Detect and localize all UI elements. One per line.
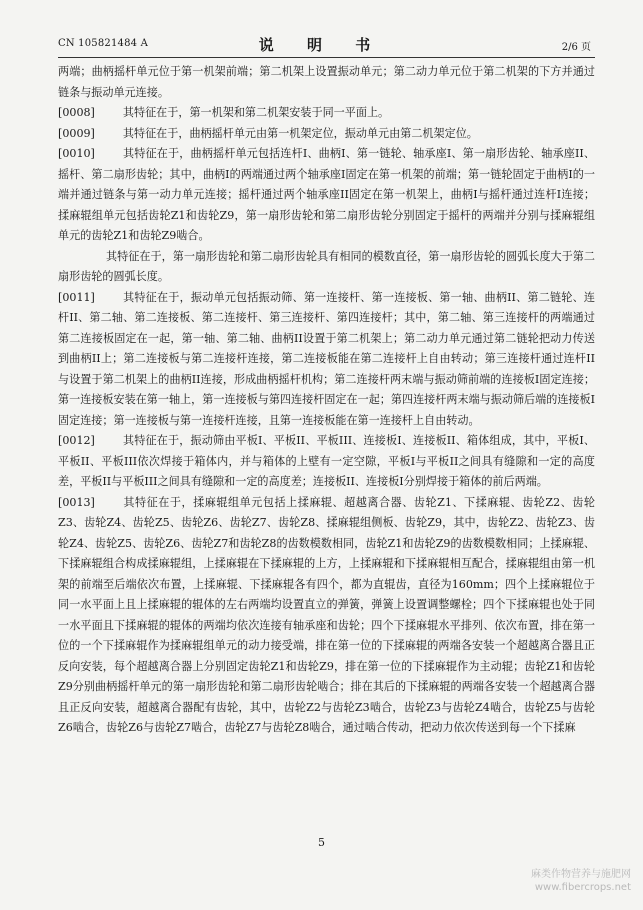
paragraph-0010 [58, 144, 595, 247]
paragraph-tag: [0009] [58, 126, 95, 140]
paragraph-0011 [58, 288, 595, 432]
paragraph-text: 两端；曲柄摇杆单元位于第一机架前端；第二机架上设置振动单元；第二动力单元位于第二机架的下方并通过链条与振动单元连接。 [58, 65, 595, 99]
watermark-line: www.fibercrops.net [534, 882, 631, 893]
header-rule [58, 57, 595, 58]
page-header [0, 0, 643, 60]
paragraph-text: 其特征在于，曲柄摇杆单元包括连杆I、曲柄I、第一链轮、轴承座I、第一扇形齿轮、轴承座II、摇杆、第二扇形齿轮；其中，曲柄I的两端通过两个轴承座I固定在第一机架的前端；第一链轮固定于曲柄I的一端并通过链条与第一动力单元连接；摇杆通过两个轴承座II固定在第一机架上，曲柄I与摇杆通过连杆I连接；揉麻辊组单元包括齿轮Z1和齿轮Z9，第一扇形齿轮和第二扇形齿轮分别固定于摇杆的两端并分别与揉麻辊组单元的齿轮Z1和齿轮Z9啮合。 [58, 147, 595, 242]
paragraph-tag: [0012] [58, 434, 95, 447]
paragraph-tag: [0011] [58, 290, 95, 304]
patent-number: CN 105821484 A [58, 38, 149, 49]
paragraph-0009 [58, 124, 595, 145]
watermark [491, 868, 631, 894]
paragraph-text: 其特征在于，第一机架和第二机架安装于同一平面上。 [122, 106, 390, 119]
paragraph-tag: [0008] [58, 106, 95, 119]
paragraph-text: 其特征在于，揉麻辊组单元包括上揉麻辊、超越离合器、齿轮Z1、下揉麻辊、齿轮Z2、齿轮Z3、齿轮Z4、齿轮Z5、齿轮Z6、齿轮Z7、齿轮Z8、揉麻辊组侧板、齿轮Z9，其中，齿轮Z2、齿轮Z3、齿轮Z4、齿轮Z5、齿轮Z6、齿轮Z7和齿轮Z8的齿数模数相同，齿轮Z1和齿轮Z9的齿数模数相同；上揉麻辊、下揉麻辊组合构成揉麻辊组，上揉麻辊在下揉麻辊的上方，上揉麻辊和下揉麻辊相互配合，揉麻辊组由第一机架的前端至后端依次布置，上揉麻辊、下揉麻辊各有四个，都为直辊齿，直径为160mm；四个上揉麻辊位于同一水平面上且上揉麻辊的辊体的左右两端均设置直立的弹簧，弹簧上设置调整螺栓；四个下揉麻辊也处于同一水平面且下揉麻辊的辊体的两端均依次连接有轴承座和齿轮；四个下揉麻辊水平排列、依次布置，排在第一位的一个下揉麻辊作为揉麻辊组单元的动力接受端，排在第一位的下揉麻辊的两端各安装一个超越离合器且正反向安装，每个超越离合器上分别固定齿轮Z1和齿轮Z9，排在第一位的下揉麻辊作为主动辊；齿轮Z1和齿轮Z9分别曲柄摇杆单元的第一扇形齿轮和第二扇形齿轮啮合；排在其后的下揉麻辊的两端各安装一个超越离合器且正反向安装，超越离合器配有齿轮，其中，齿轮Z2与齿轮Z3啮合，齿轮Z3与齿轮Z4啮合，齿轮Z5与齿轮Z6啮合，齿轮Z6与齿轮Z7啮合，齿轮Z7与齿轮Z8啮合，通过啮合传动，把动力依次传送到每一个下揉麻 [58, 495, 595, 734]
watermark-line: 麻类作物营养与施肥网 [531, 869, 631, 880]
page-number: 5 [318, 836, 325, 849]
paragraph-text: 其特征在于，曲柄摇杆单元由第一机架定位，振动单元由第二机架定位。 [122, 126, 478, 140]
paragraph-tag: [0013] [58, 495, 95, 509]
paragraph-text: 其特征在于，第一扇形齿轮和第二扇形齿轮具有相同的模数直径，第一扇形齿轮的圆弧长度大于第二扇形齿轮的圆弧长度。 [58, 249, 595, 283]
document-body [58, 62, 595, 847]
paragraph-tag: [0010] [58, 147, 95, 160]
page-indicator: 2/6 页 [561, 42, 591, 53]
paragraph-0008 [58, 103, 595, 124]
paragraph-0012 [58, 431, 595, 493]
paragraph-text: 其特征在于，振动单元包括振动筛、第一连接杆、第一连接板、第一轴、曲柄II、第二链轮、连杆II、第二轴、第二连接板、第二连接杆、第三连接杆、第四连接杆；其中，第二轴、第三连接杆的两端通过第二连接板固定在一起，第一轴、第二轴、曲柄II设置于第二机架上；第二动力单元通过第二链轮把动力传送到曲柄II上；第二连接板与第二连接杆连接，第二连接板能在第二连接杆上自由转动；第三连接杆通过连杆II与设置于第二机架上的曲柄II连接，形成曲柄摇杆机构；第二连接杆两末端与振动筛前端的连接板I固定连接；第一连接板安装在第一轴上，第一连接板与第四连接杆固定在一起；第四连接杆两末端与振动筛后端的连接板I固定连接；第一连接板与第一连接杆连接，且第一连接板能在第一连接杆上自由转动。 [58, 290, 595, 427]
document-title: 说 明 书 [258, 36, 385, 54]
paragraph-0013 [58, 493, 595, 739]
paragraph-indented [58, 247, 595, 288]
paragraph-continuation [58, 62, 595, 103]
paragraph-text: 其特征在于，振动筛由平板I、平板II、平板III、连接板I、连接板II、箱体组成，其中，平板I、平板II、平板III依次焊接于箱体内，并与箱体的上壁有一定空隙，平板I与平板II之间具有缝隙和一定的高度差，平板II与平板III之间具有缝隙和一定的高度差；连接板II、连接板I分别焊接于箱体的前后两端。 [58, 434, 595, 488]
